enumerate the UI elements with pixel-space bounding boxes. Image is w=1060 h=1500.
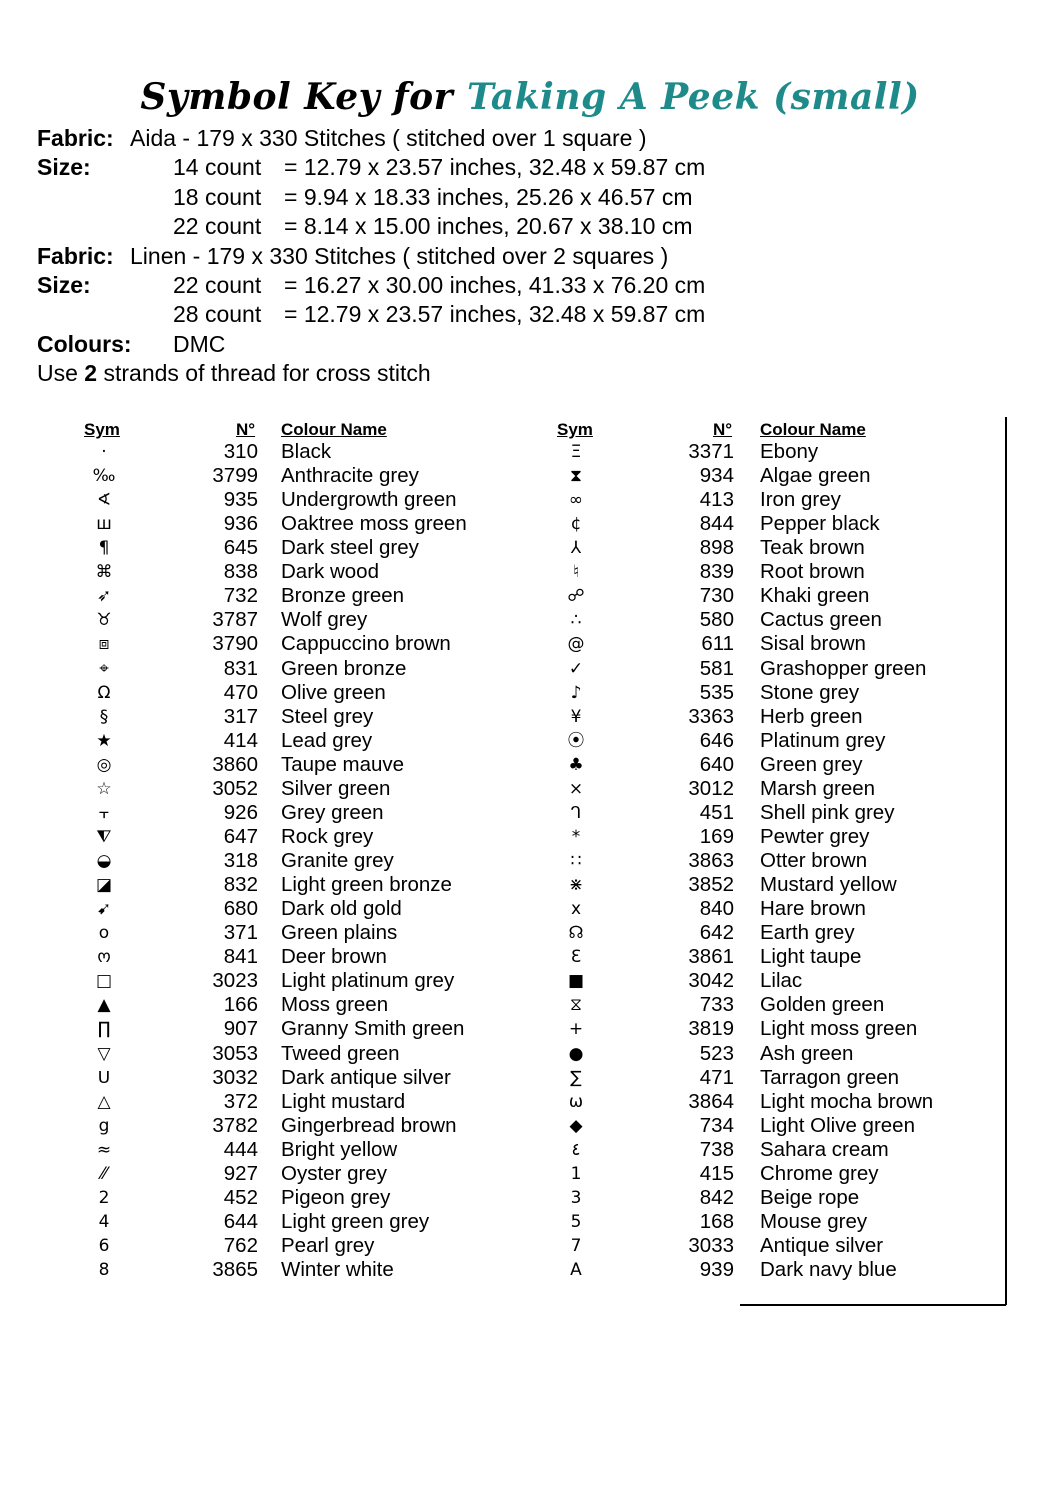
table-row (0, 584, 1060, 608)
right-symbol: ω (568, 1091, 584, 1112)
left-colour-name: Dark antique silver (281, 1065, 451, 1089)
right-colour-name: Light mocha brown (760, 1089, 934, 1113)
left-symbol: ¶ (98, 538, 110, 559)
left-colour-name: Bronze green (281, 584, 405, 608)
left-symbol: ★ (96, 730, 112, 751)
left-symbol: ∏ (97, 1019, 111, 1040)
right-dmc-number: 169 (699, 824, 734, 848)
right-colour-name-header: Colour Name (760, 420, 866, 439)
left-colour-name: Granny Smith green (281, 1017, 465, 1041)
left-dmc-number: 3032 (212, 1065, 258, 1089)
right-colour-name: Herb green (760, 704, 863, 728)
table-row (0, 705, 1060, 729)
right-colour-name: Beige rope (760, 1185, 860, 1209)
left-symbol: g (98, 1115, 110, 1136)
strands-post: strands of thread for cross stitch (97, 360, 431, 387)
left-colour-name: Dark wood (281, 560, 379, 584)
right-dmc-number: 611 (701, 632, 734, 656)
right-symbol: ⧖ (570, 995, 582, 1016)
right-symbol: ● (568, 1043, 584, 1064)
table-row (0, 488, 1060, 512)
left-colour-name: Oaktree moss green (281, 512, 467, 536)
left-colour-name: Granite grey (281, 849, 394, 873)
left-colour-name: Light green grey (281, 1209, 430, 1233)
colours-value: DMC (173, 330, 226, 357)
right-dmc-number: 3819 (688, 1017, 734, 1041)
left-dmc-number: 371 (223, 921, 258, 945)
right-colour-name: Platinum grey (760, 728, 886, 752)
left-number-header: N° (236, 420, 256, 439)
right-dmc-number: 3861 (688, 945, 734, 969)
right-colour-name: Chrome grey (760, 1161, 879, 1185)
left-colour-name: Silver green (281, 776, 391, 800)
right-colour-name: Root brown (760, 560, 865, 584)
left-dmc-number: 645 (223, 536, 258, 560)
left-colour-name: Pigeon grey (281, 1185, 391, 1209)
left-symbol: o (98, 923, 110, 944)
left-colour-name-header: Colour Name (281, 420, 387, 439)
left-dmc-number: 3052 (212, 776, 258, 800)
right-colour-name: Khaki green (760, 584, 870, 608)
left-dmc-number: 3053 (212, 1041, 258, 1065)
left-dmc-number: 926 (223, 800, 258, 824)
right-symbol: ٤ (571, 1139, 581, 1160)
right-dmc-number: 168 (699, 1209, 734, 1233)
colours-label: Colours: (37, 330, 132, 357)
left-symbol: ‰ (92, 466, 116, 487)
left-symbol: ⧨ (96, 826, 112, 847)
right-dmc-number: 734 (699, 1113, 734, 1137)
right-dmc-number: 844 (699, 512, 734, 536)
left-colour-name: Green plains (281, 921, 398, 945)
table-row (0, 1258, 1060, 1282)
table-row (0, 440, 1060, 464)
left-colour-name: Bright yellow (281, 1137, 398, 1161)
left-colour-name: Cappuccino brown (281, 632, 451, 656)
right-colour-name: Tarragon green (760, 1065, 900, 1089)
table-row (0, 681, 1060, 705)
right-symbol: + (568, 1019, 584, 1040)
table-row (0, 512, 1060, 536)
right-symbol: Ɛ (570, 947, 582, 968)
size-dimensions: = 9.94 x 18.33 inches, 25.26 x 46.57 cm (284, 183, 693, 210)
table-row (0, 1210, 1060, 1234)
left-dmc-number: 444 (223, 1137, 258, 1161)
size-count: 22 count (173, 213, 262, 240)
right-symbol: ∴ (570, 610, 582, 631)
right-symbol: ∷ (570, 851, 582, 872)
left-sym-header: Sym (84, 420, 120, 439)
right-colour-name: Green grey (760, 752, 863, 776)
table-row (0, 464, 1060, 488)
table-row (0, 873, 1060, 897)
left-dmc-number: 680 (223, 897, 258, 921)
right-symbol: ¢ (570, 514, 582, 535)
left-symbol: ᑌ (97, 1067, 111, 1088)
size-count: 28 count (173, 301, 262, 328)
left-symbol: ▲ (97, 995, 111, 1016)
right-symbol: ♪ (570, 682, 582, 703)
left-dmc-number: 317 (223, 704, 258, 728)
right-symbol: ⦿ (567, 730, 585, 751)
right-dmc-number: 3371 (688, 440, 734, 463)
right-symbol: ◆ (569, 1115, 583, 1136)
left-symbol: ⌖ (99, 658, 109, 679)
right-symbol: 7 (570, 1235, 582, 1256)
right-dmc-number: 3033 (688, 1233, 734, 1257)
right-symbol: ♮ (572, 562, 580, 583)
left-symbol: ∢ (96, 490, 112, 511)
left-colour-name: Undergrowth green (281, 488, 457, 512)
right-border-line (1005, 417, 1007, 1305)
right-dmc-number: 581 (699, 656, 734, 680)
table-row (0, 1042, 1060, 1066)
right-colour-name: Cactus green (760, 608, 882, 632)
table-row (0, 993, 1060, 1017)
table-row (0, 945, 1060, 969)
left-dmc-number: 644 (223, 1209, 258, 1233)
linen-size-row (37, 300, 706, 329)
right-symbol: ᒉ (570, 802, 582, 823)
right-symbol: ∑ (570, 1067, 582, 1088)
right-symbol: × (568, 778, 584, 799)
left-symbol: ➹ (96, 899, 112, 920)
left-colour-name: Grey green (281, 800, 384, 824)
right-symbol: ⧗ (570, 466, 582, 487)
right-sym-header: Sym (557, 420, 593, 439)
left-dmc-number: 935 (223, 488, 258, 512)
left-colour-name: Winter white (281, 1258, 394, 1282)
size-dimensions: = 16.27 x 30.00 inches, 41.33 x 76.20 cm (284, 271, 706, 298)
size-count: 22 count (173, 271, 262, 298)
right-colour-name: Otter brown (760, 849, 868, 873)
fabric-label: Fabric: (37, 125, 114, 151)
right-symbol: @ (567, 634, 585, 655)
left-symbol: ⫟ (98, 802, 110, 823)
fabric-label: Fabric: (37, 242, 114, 269)
size-dimensions: = 12.79 x 23.57 inches, 32.48 x 59.87 cm (284, 301, 706, 328)
right-dmc-number: 898 (699, 536, 734, 560)
right-colour-name: Algae green (760, 464, 871, 488)
right-colour-name: Earth grey (760, 921, 855, 945)
page-title (0, 76, 1060, 118)
table-row (0, 1114, 1060, 1138)
table-row (0, 1090, 1060, 1114)
right-dmc-number: 738 (699, 1137, 734, 1161)
linen-description: Linen - 179 x 330 Stitches ( stitched over 2 squares ) (130, 242, 669, 269)
left-dmc-number: 318 (223, 849, 258, 873)
size-dimensions: = 12.79 x 23.57 inches, 32.48 x 59.87 cm (284, 154, 706, 181)
left-colour-name: Light platinum grey (281, 969, 455, 993)
right-colour-name: Pewter grey (760, 824, 870, 848)
table-row (0, 1162, 1060, 1186)
left-dmc-number: 762 (223, 1233, 258, 1257)
size-label: Size: (37, 271, 91, 298)
left-colour-name: Tweed green (281, 1041, 400, 1065)
left-dmc-number: 3787 (212, 608, 258, 632)
left-dmc-number: 832 (223, 873, 258, 897)
table-row (0, 921, 1060, 945)
left-dmc-number: 647 (223, 824, 258, 848)
aida-size-row (37, 183, 693, 212)
left-colour-name: Anthracite grey (281, 464, 419, 488)
right-symbol: ✓ (568, 658, 584, 679)
aida-description: Aida - 179 x 330 Stitches ( stitched over 1 square ) (130, 125, 647, 151)
left-symbol: ☆ (96, 778, 112, 799)
left-colour-name: Light green bronze (281, 873, 452, 897)
left-dmc-number: 3782 (212, 1113, 258, 1137)
right-symbol: 3 (570, 1187, 582, 1208)
right-number-header: N° (713, 420, 733, 439)
right-dmc-number: 580 (699, 608, 734, 632)
right-symbol: ☊ (568, 923, 584, 944)
right-dmc-number: 3863 (688, 849, 734, 873)
right-symbol: ⋇ (568, 875, 584, 896)
left-colour-name: Wolf grey (281, 608, 368, 632)
left-dmc-number: 414 (223, 728, 258, 752)
left-colour-name: Olive green (281, 680, 386, 704)
right-dmc-number: 642 (699, 921, 734, 945)
table-row (0, 632, 1060, 656)
right-symbol: ☍ (567, 586, 585, 607)
table-row (0, 1234, 1060, 1258)
left-dmc-number: 732 (223, 584, 258, 608)
left-symbol: 4 (98, 1211, 110, 1232)
left-symbol: ⧈ (98, 634, 110, 655)
left-dmc-number: 310 (223, 440, 258, 463)
aida-fabric-row (37, 124, 647, 153)
colours-row (37, 330, 431, 359)
linen-fabric-row (37, 242, 669, 271)
linen-size-row (37, 271, 706, 300)
right-colour-name: Grashopper green (760, 656, 927, 680)
table-row (0, 608, 1060, 632)
left-symbol: □ (95, 971, 113, 992)
aida-size-row (37, 153, 706, 182)
table-row (0, 1138, 1060, 1162)
right-colour-name: Mouse grey (760, 1209, 868, 1233)
left-symbol: ◪ (95, 875, 113, 896)
left-symbol: ◎ (96, 754, 112, 775)
left-symbol: 6 (98, 1235, 110, 1256)
right-dmc-number: 415 (699, 1161, 734, 1185)
left-colour-name: Moss green (281, 993, 389, 1017)
right-symbol: Ξ (570, 442, 582, 462)
right-colour-name: Marsh green (760, 776, 876, 800)
strands-pre: Use (37, 360, 85, 387)
left-colour-name: Lead grey (281, 728, 373, 752)
right-dmc-number: 3042 (688, 969, 734, 993)
left-colour-name: Steel grey (281, 704, 374, 728)
right-colour-name: Antique silver (760, 1233, 884, 1257)
right-dmc-number: 471 (699, 1065, 734, 1089)
left-symbol: 2 (98, 1187, 110, 1208)
left-colour-name: Dark old gold (281, 897, 402, 921)
right-colour-name: Dark navy blue (760, 1258, 897, 1282)
right-dmc-number: 840 (699, 897, 734, 921)
left-colour-name: Light mustard (281, 1089, 406, 1113)
left-dmc-number: 3790 (212, 632, 258, 656)
right-colour-name: Stone grey (760, 680, 860, 704)
right-symbol: A (570, 1260, 582, 1281)
left-symbol: ⁄⁄ (101, 1163, 107, 1184)
table-row (0, 729, 1060, 753)
right-symbol: ■ (567, 971, 585, 992)
right-dmc-number: 413 (699, 488, 734, 512)
right-colour-name: Iron grey (760, 488, 841, 512)
right-colour-name: Hare brown (760, 897, 866, 921)
right-dmc-number: 839 (699, 560, 734, 584)
left-colour-name: Green bronze (281, 656, 407, 680)
table-row (0, 1186, 1060, 1210)
table-row (0, 560, 1060, 584)
right-symbol: x (570, 899, 582, 920)
left-colour-name: Dark steel grey (281, 536, 419, 560)
strands-count: 2 (84, 360, 98, 387)
left-dmc-number: 3799 (212, 464, 258, 488)
table-row (0, 1017, 1060, 1041)
right-dmc-number: 934 (699, 464, 734, 488)
right-colour-name: Light taupe (760, 945, 862, 969)
left-colour-name: Pearl grey (281, 1233, 375, 1257)
right-symbol: ♣ (568, 754, 584, 775)
title-pattern-name: Taking A Peek (small) (467, 76, 920, 118)
right-symbol: ⅄ (570, 538, 582, 559)
left-colour-name: Black (281, 440, 332, 463)
right-symbol: * (571, 826, 581, 847)
left-colour-name: Oyster grey (281, 1161, 387, 1185)
right-dmc-number: 842 (699, 1185, 734, 1209)
left-colour-name: Deer brown (281, 945, 387, 969)
left-dmc-number: 452 (223, 1185, 258, 1209)
left-dmc-number: 841 (223, 945, 258, 969)
right-symbol: ∞ (568, 490, 584, 511)
left-symbol: § (99, 706, 109, 727)
left-symbol: ▽ (97, 1043, 111, 1064)
left-symbol: ო (97, 947, 111, 968)
right-dmc-number: 646 (699, 728, 734, 752)
right-dmc-number: 3363 (688, 704, 734, 728)
size-dimensions: = 8.14 x 15.00 inches, 20.67 x 38.10 cm (284, 213, 693, 240)
right-dmc-number: 733 (699, 993, 734, 1017)
right-symbol: 5 (570, 1211, 582, 1232)
size-label: Size: (37, 154, 91, 181)
left-colour-name: Rock grey (281, 824, 374, 848)
size-count: 14 count (173, 154, 262, 181)
left-symbol: Ω (97, 682, 111, 703)
right-colour-name: Ash green (760, 1041, 854, 1065)
left-dmc-number: 838 (223, 560, 258, 584)
left-colour-name: Taupe mauve (281, 752, 405, 776)
left-symbol: ◒ (96, 851, 112, 872)
right-colour-name: Mustard yellow (760, 873, 897, 897)
right-colour-name: Ebony (760, 440, 819, 463)
table-row (0, 777, 1060, 801)
left-symbol: ➶ (96, 586, 112, 607)
left-dmc-number: 3865 (212, 1258, 258, 1282)
right-dmc-number: 535 (699, 680, 734, 704)
bottom-border-line (740, 1304, 1006, 1306)
right-dmc-number: 3864 (688, 1089, 734, 1113)
left-dmc-number: 470 (223, 680, 258, 704)
right-symbol: ¥ (570, 706, 582, 727)
left-symbol: ≈ (96, 1139, 112, 1160)
table-row (0, 1066, 1060, 1090)
left-colour-name: Gingerbread brown (281, 1113, 457, 1137)
aida-size-row (37, 212, 693, 241)
right-dmc-number: 451 (699, 800, 734, 824)
right-dmc-number: 3012 (688, 776, 734, 800)
right-dmc-number: 523 (699, 1041, 734, 1065)
right-colour-name: Lilac (760, 969, 803, 993)
right-colour-name: Light moss green (760, 1017, 918, 1041)
table-row (0, 536, 1060, 560)
right-colour-name: Teak brown (760, 536, 865, 560)
table-row (0, 897, 1060, 921)
right-symbol: 1 (570, 1163, 582, 1184)
title-prefix: Symbol Key for (140, 76, 454, 118)
left-symbol: △ (97, 1091, 111, 1112)
left-dmc-number: 166 (223, 993, 258, 1017)
left-symbol: ш (96, 514, 112, 535)
table-row (0, 969, 1060, 993)
right-colour-name: Sisal brown (760, 632, 866, 656)
left-dmc-number: 372 (223, 1089, 258, 1113)
left-dmc-number: 936 (223, 512, 258, 536)
right-colour-name: Golden green (760, 993, 885, 1017)
left-dmc-number: 927 (223, 1161, 258, 1185)
right-dmc-number: 640 (699, 752, 734, 776)
left-symbol: ♉ (96, 610, 112, 631)
fabric-info (37, 124, 706, 389)
right-colour-name: Light Olive green (760, 1113, 915, 1137)
table-row (0, 825, 1060, 849)
table-row (0, 801, 1060, 825)
right-colour-name: Sahara cream (760, 1137, 889, 1161)
strands-note (37, 359, 431, 388)
left-dmc-number: 907 (223, 1017, 258, 1041)
left-dmc-number: 3860 (212, 752, 258, 776)
table-row (0, 849, 1060, 873)
size-count: 18 count (173, 183, 262, 210)
right-colour-name: Pepper black (760, 512, 880, 536)
left-symbol: ⌘ (95, 562, 113, 583)
table-row (0, 753, 1060, 777)
left-symbol: · (101, 442, 107, 462)
left-symbol: 8 (98, 1260, 110, 1281)
right-dmc-number: 730 (699, 584, 734, 608)
right-colour-name: Shell pink grey (760, 800, 895, 824)
left-dmc-number: 831 (223, 656, 258, 680)
right-dmc-number: 3852 (688, 873, 734, 897)
left-dmc-number: 3023 (212, 969, 258, 993)
right-dmc-number: 939 (699, 1258, 734, 1282)
table-row (0, 657, 1060, 681)
